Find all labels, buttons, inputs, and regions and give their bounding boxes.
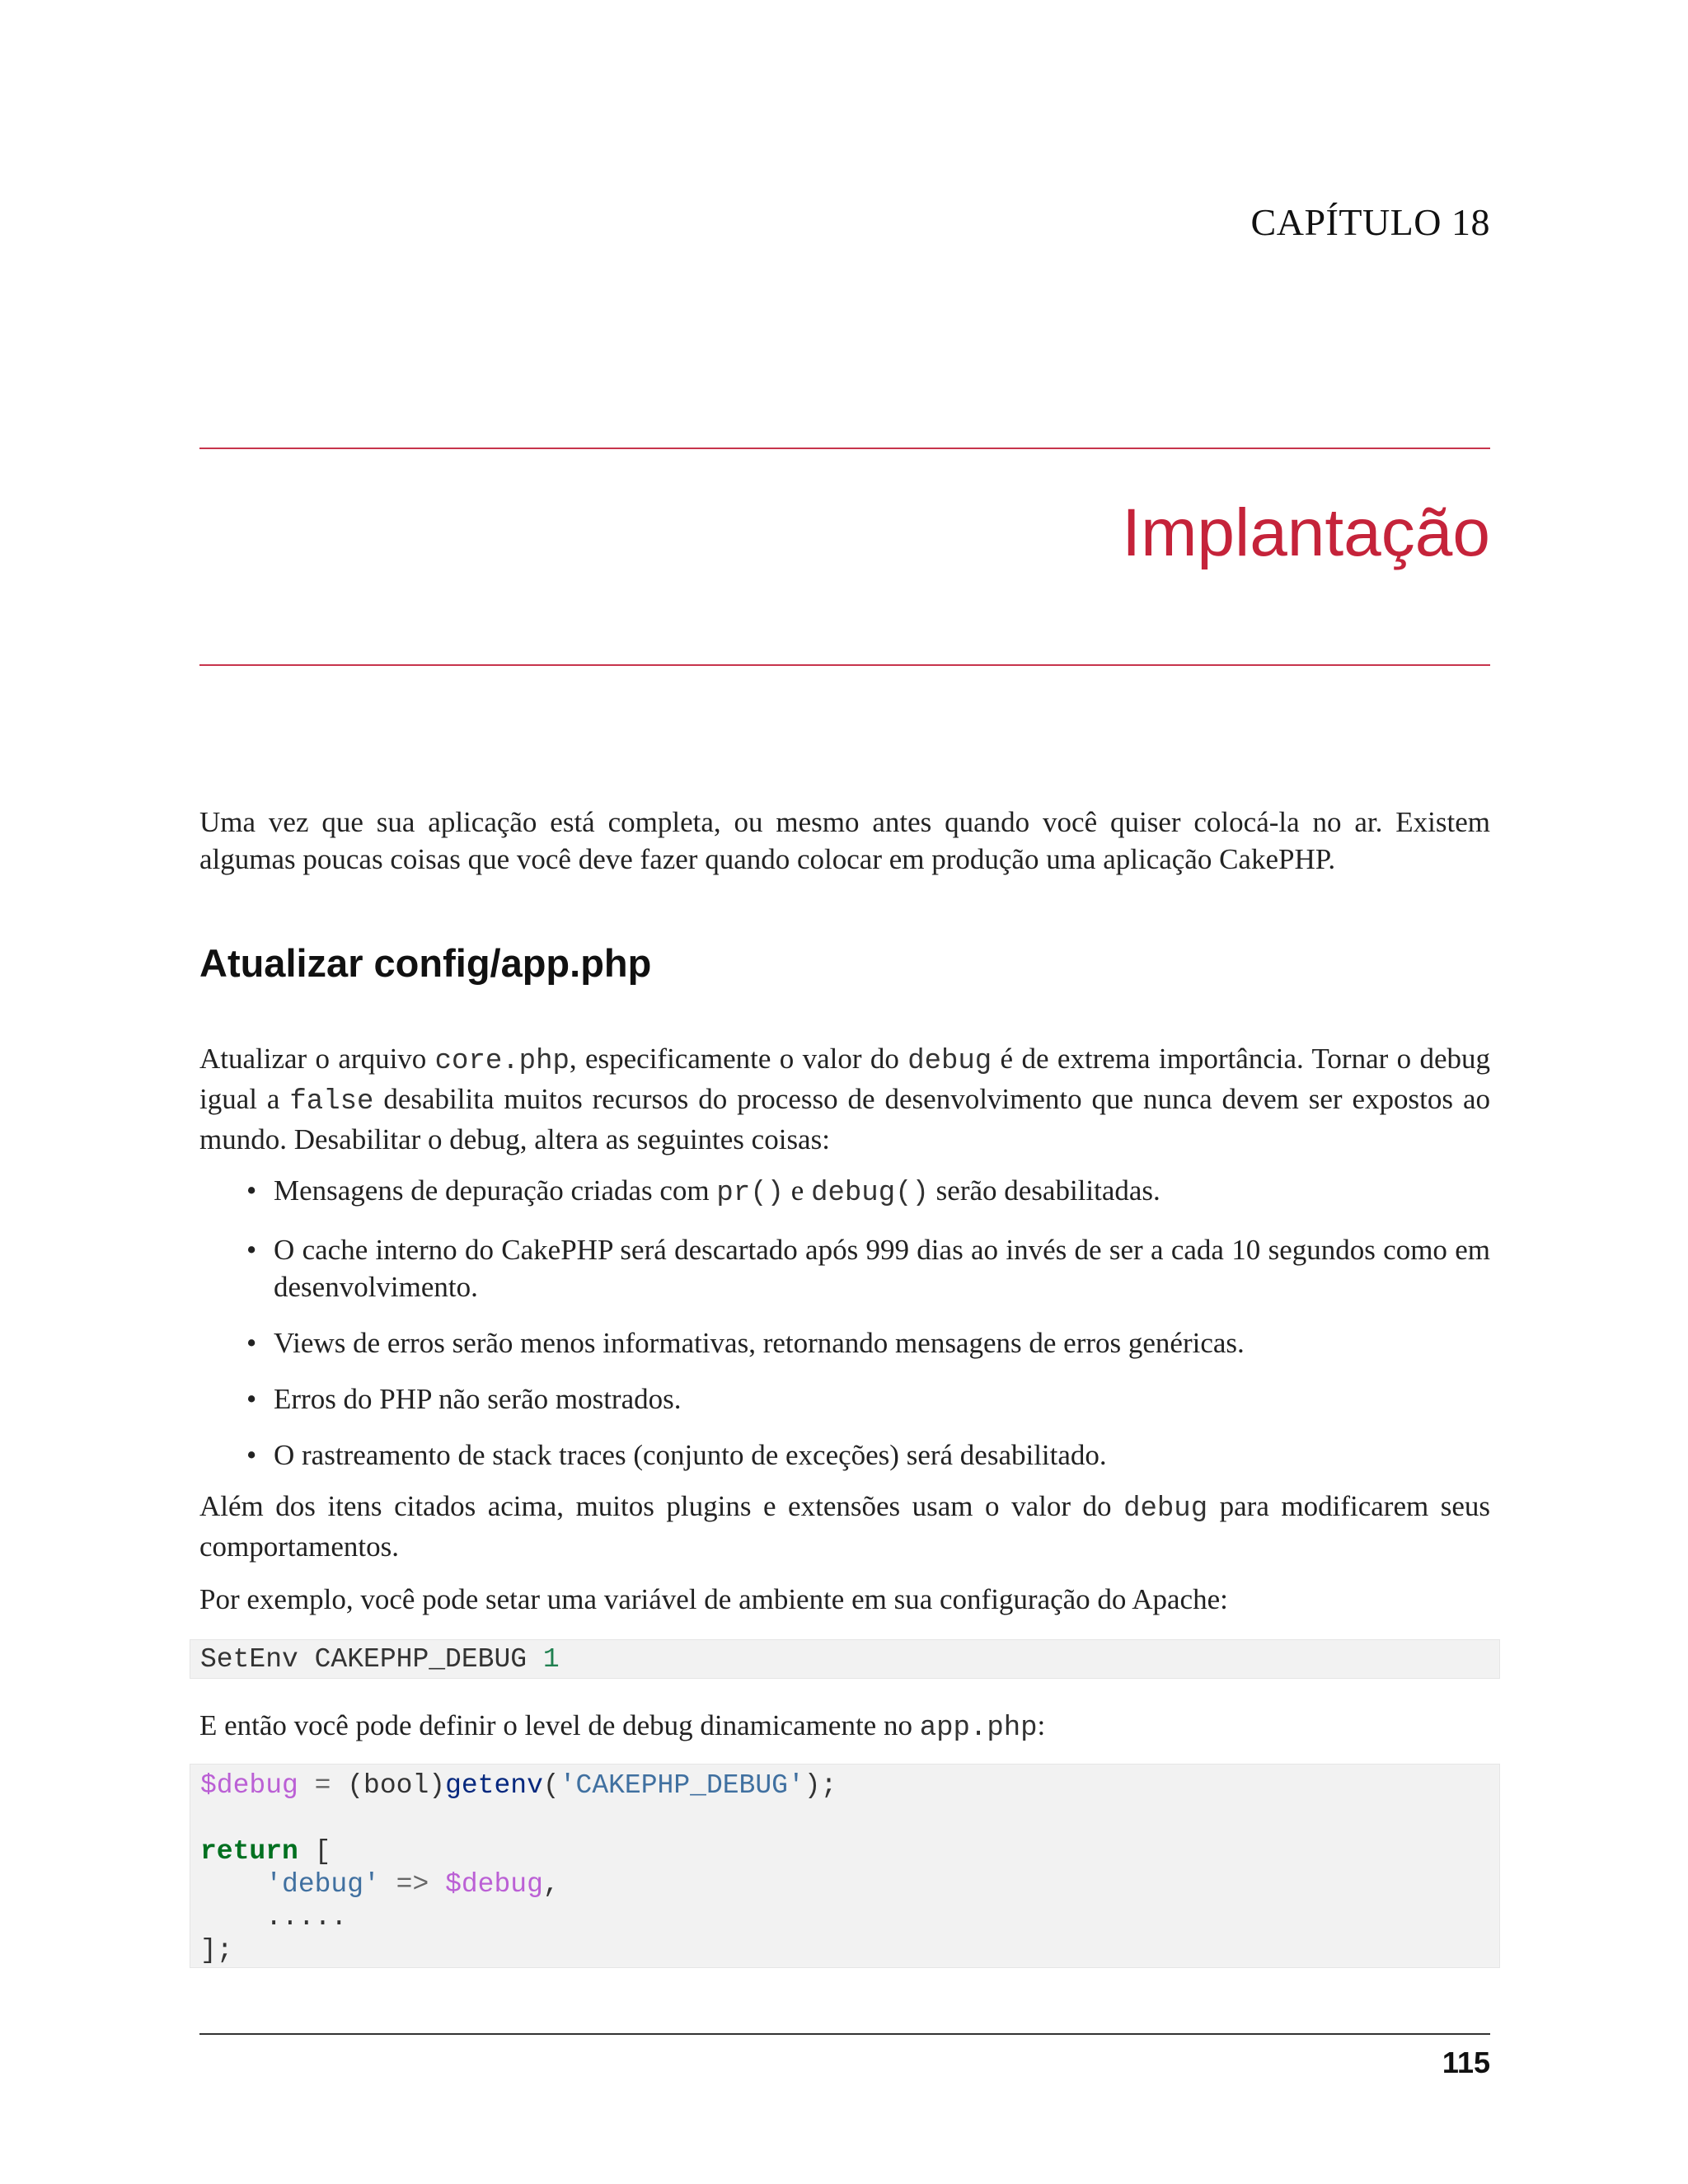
php-code-block: $debug = (bool)getenv('CAKEPHP_DEBUG'); return [ 'debug' => $debug, ..... ]; [190, 1764, 1500, 1968]
document-page [199, 0, 1490, 2184]
apache-code-block: SetEnv CAKEPHP_DEBUG 1 [190, 1639, 1500, 1679]
section-paragraph-1: Atualizar o arquivo core.php, especificamente o valor do debug é de extrema importância. Tornar o debug igual a false desabilita muitos recursos do processo de desenvolvimento que nunca devem ser expostos ao mundo. Desabilitar o debug, altera as seguintes coisas: [199, 1043, 1490, 1155]
bullet-icon: • [246, 1234, 257, 1266]
inline-code: false [289, 1086, 374, 1118]
inline-code: debug [907, 1046, 992, 1077]
inline-code: app.php [919, 1713, 1038, 1744]
section-paragraph-2: Além dos itens citados acima, muitos plugins e extensões usam o valor do debug para modificarem seus comportamentos. [199, 1490, 1491, 1563]
inline-code: pr() [716, 1178, 785, 1209]
inline-code: debug [1123, 1493, 1208, 1525]
list-item: • O cache interno do CakePHP será descartado após 999 dias ao invés de ser a cada 10 segundos como em desenvolvimento. [199, 1231, 1490, 1305]
page-number: 115 [1442, 2046, 1490, 2079]
section-paragraph-3: Por exemplo, você pode setar uma variável de ambiente em sua configuração do Apache: [199, 1583, 1228, 1615]
bullet-icon: • [246, 1327, 257, 1359]
inline-code: core.php [434, 1046, 570, 1077]
title-rule-bottom [199, 664, 1490, 666]
bullet-icon: • [246, 1174, 257, 1207]
bullet-icon: • [246, 1383, 257, 1415]
effects-list [199, 1172, 1490, 1493]
section-paragraph-4: E então você pode definir o level de debug dinamicamente no app.php: [199, 1709, 1046, 1744]
bullet-icon: • [246, 1439, 257, 1471]
footer-rule [199, 2033, 1490, 2035]
list-item: • O rastreamento de stack traces (conjunto de exceções) será desabilitado. [199, 1436, 1490, 1474]
list-item: • Erros do PHP não serão mostrados. [199, 1380, 1490, 1418]
title-rule-top [199, 448, 1490, 449]
list-item: • Views de erros serão menos informativas, retornando mensagens de erros genéricas. [199, 1324, 1490, 1361]
chapter-label: CAPÍTULO 18 [1250, 201, 1490, 243]
list-item: • Mensagens de depuração criadas com pr() e debug() serão desabilitadas. [199, 1172, 1490, 1212]
section-heading: Atualizar config/app.php [199, 941, 652, 985]
inline-code: debug() [811, 1178, 929, 1209]
intro-paragraph: Uma vez que sua aplicação está completa, ou mesmo antes quando você quiser colocá-la no ar. Existem algumas poucas coisas que você deve fazer quando colocar em produção uma aplicação CakePHP. [199, 806, 1490, 875]
chapter-title: Implantação [1122, 495, 1490, 570]
